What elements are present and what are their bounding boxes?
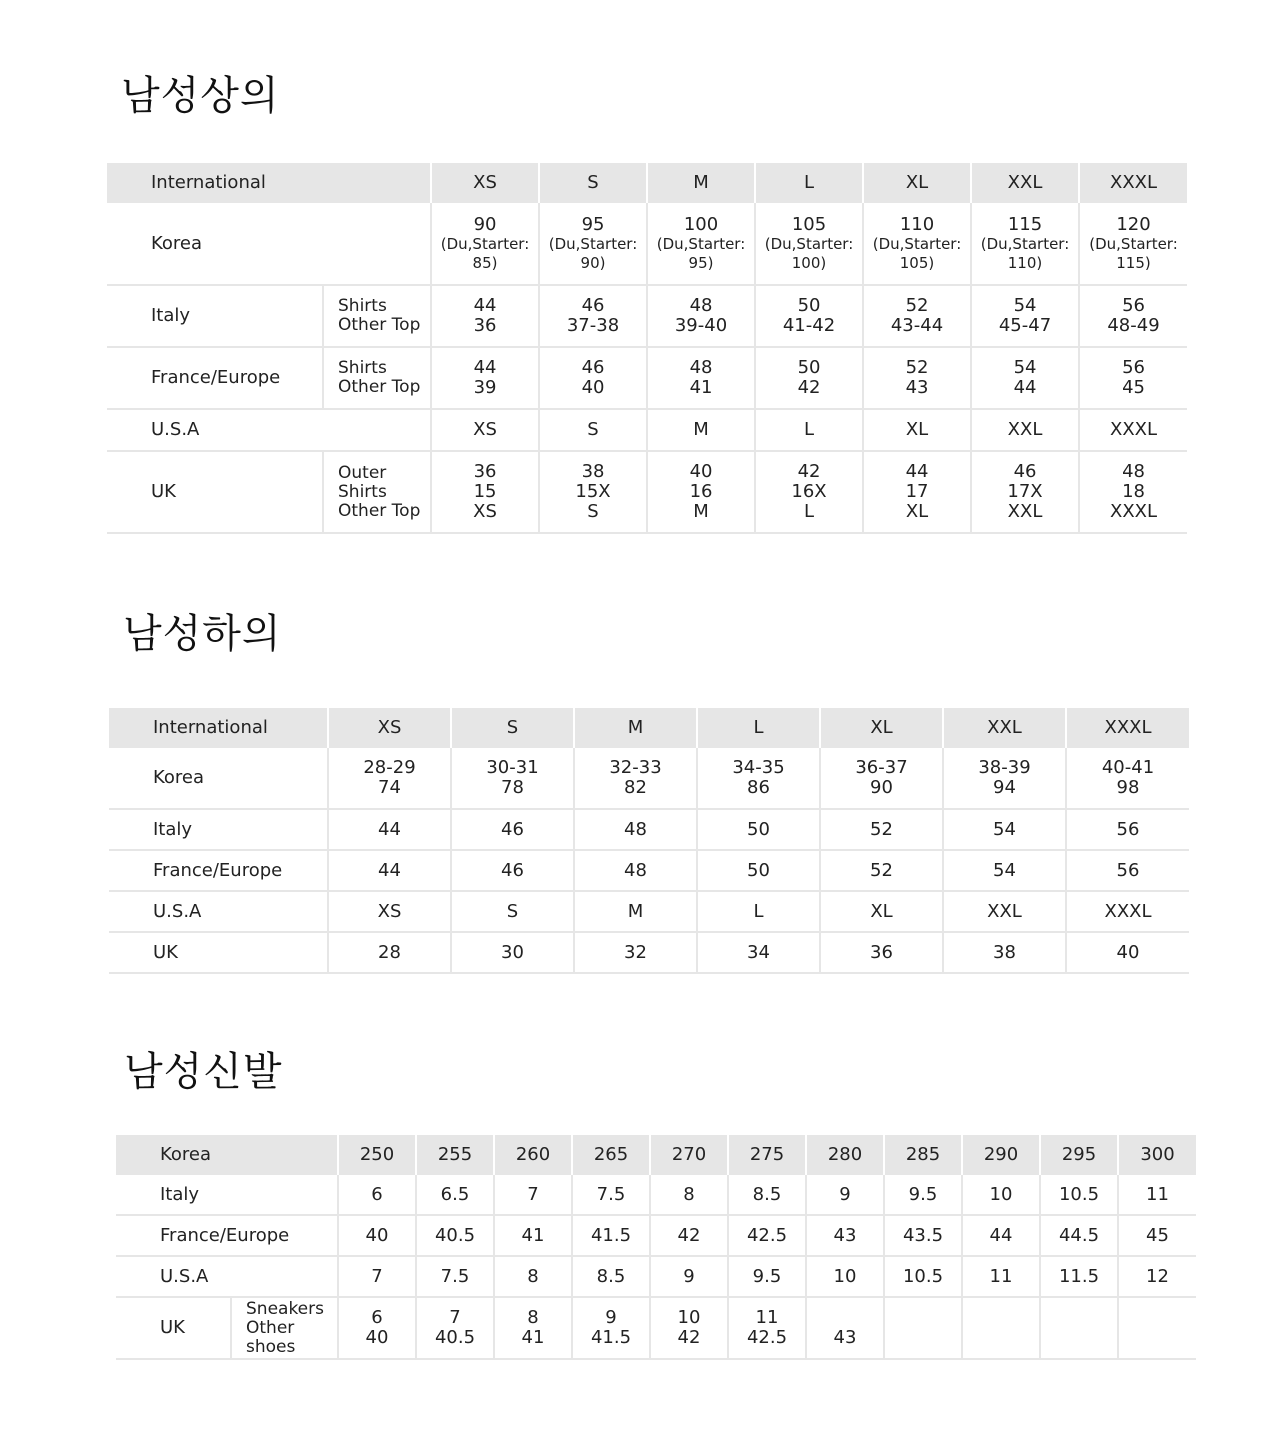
size-cell: 50 41-42 xyxy=(755,285,863,347)
size-cell: 100 (Du,Starter: 95) xyxy=(647,203,755,285)
size-cell: 10.5 xyxy=(1040,1175,1118,1215)
size-cell xyxy=(962,1297,1040,1359)
size-cell: 34 xyxy=(697,932,820,973)
size-header: XXL xyxy=(971,163,1079,203)
size-cell: M xyxy=(574,891,697,932)
size-cell: 52 xyxy=(820,809,943,850)
size-cell: 9.5 xyxy=(884,1175,962,1215)
size-cell: 28 xyxy=(328,932,451,973)
size-cell: 115 (Du,Starter: 110) xyxy=(971,203,1079,285)
size-header: XS xyxy=(431,163,539,203)
size-cell: 40.5 xyxy=(416,1215,494,1256)
size-cell: 43.5 xyxy=(884,1215,962,1256)
size-cell: XXXL xyxy=(1079,409,1187,451)
size-cell: 7.5 xyxy=(416,1256,494,1297)
size-cell: 54 xyxy=(943,809,1066,850)
size-cell: 44 xyxy=(962,1215,1040,1256)
size-header: XXL xyxy=(943,708,1066,748)
size-cell: 30 xyxy=(451,932,574,973)
size-cell: XS xyxy=(431,409,539,451)
size-cell: 12 xyxy=(1118,1256,1196,1297)
shoes-title: 남성신발 xyxy=(124,1049,283,1095)
shoes-row-italy xyxy=(116,1175,1196,1215)
size-cell: 7 xyxy=(494,1175,572,1215)
size-cell: 9 41.5 xyxy=(572,1297,650,1359)
tops-header-row xyxy=(107,163,1187,203)
size-cell: 46 xyxy=(451,850,574,891)
size-cell: L xyxy=(697,891,820,932)
row-label: International xyxy=(107,163,431,203)
size-cell: S xyxy=(451,891,574,932)
size-cell: 52 43 xyxy=(863,347,971,409)
bottoms-row-uk xyxy=(109,932,1189,973)
size-cell: 95 (Du,Starter: 90) xyxy=(539,203,647,285)
size-cell: 48 41 xyxy=(647,347,755,409)
size-cell: 11 xyxy=(962,1256,1040,1297)
size-cell: 44 xyxy=(328,809,451,850)
tops-row-france xyxy=(107,347,1187,409)
size-cell: 120 (Du,Starter: 115) xyxy=(1079,203,1187,285)
size-cell: XS xyxy=(328,891,451,932)
size-cell: 48 39-40 xyxy=(647,285,755,347)
size-header: S xyxy=(451,708,574,748)
size-cell xyxy=(884,1297,962,1359)
shoes-row-france xyxy=(116,1215,1196,1256)
tops-row-usa xyxy=(107,409,1187,451)
bottoms-row-italy xyxy=(109,809,1189,850)
size-header: XL xyxy=(820,708,943,748)
size-cell: 54 45-47 xyxy=(971,285,1079,347)
size-cell: 42 xyxy=(650,1215,728,1256)
size-cell: XL xyxy=(820,891,943,932)
size-cell: 41.5 xyxy=(572,1215,650,1256)
size-cell: 46 xyxy=(451,809,574,850)
row-label: Korea xyxy=(116,1135,338,1175)
size-cell: 44 17 XL xyxy=(863,451,971,533)
row-label: Korea xyxy=(109,748,328,809)
size-cell xyxy=(1040,1297,1118,1359)
size-cell: 11.5 xyxy=(1040,1256,1118,1297)
row-label: International xyxy=(109,708,328,748)
size-cell: 56 48-49 xyxy=(1079,285,1187,347)
size-cell: 32-33 82 xyxy=(574,748,697,809)
size-cell: 40 xyxy=(338,1215,416,1256)
size-cell: XXL xyxy=(971,409,1079,451)
size-cell: 40 16 M xyxy=(647,451,755,533)
size-header: XXXL xyxy=(1079,163,1187,203)
size-cell: 50 xyxy=(697,809,820,850)
size-cell: 36 15 XS xyxy=(431,451,539,533)
size-cell: 6 40 xyxy=(338,1297,416,1359)
size-cell: 7 xyxy=(338,1256,416,1297)
size-cell: 10 42 xyxy=(650,1297,728,1359)
size-cell: 38-39 94 xyxy=(943,748,1066,809)
size-cell: 44 36 xyxy=(431,285,539,347)
row-label: UK xyxy=(107,451,323,533)
size-header: 270 xyxy=(650,1135,728,1175)
tops-row-korea xyxy=(107,203,1187,285)
size-header: 280 xyxy=(806,1135,884,1175)
size-cell: 11 xyxy=(1118,1175,1196,1215)
size-cell: 45 xyxy=(1118,1215,1196,1256)
size-cell: 9.5 xyxy=(728,1256,806,1297)
size-cell: 7 40.5 xyxy=(416,1297,494,1359)
size-cell: L xyxy=(755,409,863,451)
size-cell: 7.5 xyxy=(572,1175,650,1215)
size-cell: 52 xyxy=(820,850,943,891)
size-cell: 44 39 xyxy=(431,347,539,409)
size-cell: XL xyxy=(863,409,971,451)
size-cell: M xyxy=(647,409,755,451)
row-label: U.S.A xyxy=(116,1256,338,1297)
size-header: 260 xyxy=(494,1135,572,1175)
row-sublabel: Sneakers Other shoes xyxy=(231,1297,338,1359)
size-cell: 36-37 90 xyxy=(820,748,943,809)
row-label: France/Europe xyxy=(109,850,328,891)
size-cell: 38 xyxy=(943,932,1066,973)
row-label: U.S.A xyxy=(109,891,328,932)
tops-size-table xyxy=(107,163,1187,534)
size-cell: XXL xyxy=(943,891,1066,932)
size-header: 265 xyxy=(572,1135,650,1175)
size-cell: 8 xyxy=(494,1256,572,1297)
tops-row-uk xyxy=(107,451,1187,533)
size-header: XS xyxy=(328,708,451,748)
size-cell: 42 16X L xyxy=(755,451,863,533)
shoes-header-row xyxy=(116,1135,1196,1175)
size-cell: 8.5 xyxy=(728,1175,806,1215)
size-cell: 8 xyxy=(650,1175,728,1215)
bottoms-row-france xyxy=(109,850,1189,891)
size-header: 285 xyxy=(884,1135,962,1175)
size-cell: 8 41 xyxy=(494,1297,572,1359)
size-cell: 40 xyxy=(1066,932,1189,973)
size-header: L xyxy=(755,163,863,203)
row-label: Italy xyxy=(109,809,328,850)
size-cell: 9 xyxy=(650,1256,728,1297)
row-label: France/Europe xyxy=(116,1215,338,1256)
size-cell: 10 xyxy=(962,1175,1040,1215)
row-label: Italy xyxy=(107,285,323,347)
size-cell: 52 43-44 xyxy=(863,285,971,347)
size-header: 295 xyxy=(1040,1135,1118,1175)
size-cell: 9 xyxy=(806,1175,884,1215)
size-cell: 90 (Du,Starter: 85) xyxy=(431,203,539,285)
size-header: 250 xyxy=(338,1135,416,1175)
size-cell: 54 44 xyxy=(971,347,1079,409)
shoes-size-table xyxy=(116,1135,1196,1360)
size-cell: 105 (Du,Starter: 100) xyxy=(755,203,863,285)
size-cell: 30-31 78 xyxy=(451,748,574,809)
size-cell: 50 xyxy=(697,850,820,891)
size-cell: 40-41 98 xyxy=(1066,748,1189,809)
size-cell: 6 xyxy=(338,1175,416,1215)
row-sublabel: Shirts Other Top xyxy=(323,285,431,347)
size-cell: 43 xyxy=(806,1297,884,1359)
bottoms-title: 남성하의 xyxy=(123,611,282,657)
size-cell: 11 42.5 xyxy=(728,1297,806,1359)
size-cell: 46 17X XXL xyxy=(971,451,1079,533)
row-label: UK xyxy=(116,1297,231,1359)
shoes-row-usa xyxy=(116,1256,1196,1297)
size-cell: 48 18 XXXL xyxy=(1079,451,1187,533)
size-header: M xyxy=(574,708,697,748)
tops-title: 남성상의 xyxy=(121,73,280,119)
size-cell: 54 xyxy=(943,850,1066,891)
row-label: U.S.A xyxy=(107,409,431,451)
size-cell: 50 42 xyxy=(755,347,863,409)
size-cell: S xyxy=(539,409,647,451)
row-label: France/Europe xyxy=(107,347,323,409)
row-sublabel: Outer Shirts Other Top xyxy=(323,451,431,533)
size-cell: 48 xyxy=(574,809,697,850)
size-cell xyxy=(1118,1297,1196,1359)
row-label: Italy xyxy=(116,1175,338,1215)
size-cell: 110 (Du,Starter: 105) xyxy=(863,203,971,285)
size-header: XXXL xyxy=(1066,708,1189,748)
size-cell: 56 xyxy=(1066,809,1189,850)
bottoms-header-row xyxy=(109,708,1189,748)
bottoms-row-usa xyxy=(109,891,1189,932)
size-cell: 56 xyxy=(1066,850,1189,891)
shoes-row-uk xyxy=(116,1297,1196,1359)
size-cell: 10.5 xyxy=(884,1256,962,1297)
size-header: XL xyxy=(863,163,971,203)
tops-row-italy xyxy=(107,285,1187,347)
size-cell: 6.5 xyxy=(416,1175,494,1215)
bottoms-size-table xyxy=(109,708,1189,974)
size-header: M xyxy=(647,163,755,203)
size-header: 300 xyxy=(1118,1135,1196,1175)
size-cell: XXXL xyxy=(1066,891,1189,932)
size-header: S xyxy=(539,163,647,203)
size-cell: 56 45 xyxy=(1079,347,1187,409)
size-cell: 48 xyxy=(574,850,697,891)
size-header: 275 xyxy=(728,1135,806,1175)
size-cell: 46 40 xyxy=(539,347,647,409)
size-cell: 41 xyxy=(494,1215,572,1256)
size-cell: 43 xyxy=(806,1215,884,1256)
size-cell: 42.5 xyxy=(728,1215,806,1256)
row-sublabel: Shirts Other Top xyxy=(323,347,431,409)
bottoms-row-korea xyxy=(109,748,1189,809)
size-cell: 28-29 74 xyxy=(328,748,451,809)
size-cell: 36 xyxy=(820,932,943,973)
size-cell: 44.5 xyxy=(1040,1215,1118,1256)
row-label: Korea xyxy=(107,203,431,285)
row-label: UK xyxy=(109,932,328,973)
size-cell: 46 37-38 xyxy=(539,285,647,347)
size-cell: 34-35 86 xyxy=(697,748,820,809)
size-header: 290 xyxy=(962,1135,1040,1175)
size-cell: 10 xyxy=(806,1256,884,1297)
size-cell: 44 xyxy=(328,850,451,891)
size-cell: 32 xyxy=(574,932,697,973)
size-cell: 8.5 xyxy=(572,1256,650,1297)
size-cell: 38 15X S xyxy=(539,451,647,533)
size-header: 255 xyxy=(416,1135,494,1175)
size-header: L xyxy=(697,708,820,748)
